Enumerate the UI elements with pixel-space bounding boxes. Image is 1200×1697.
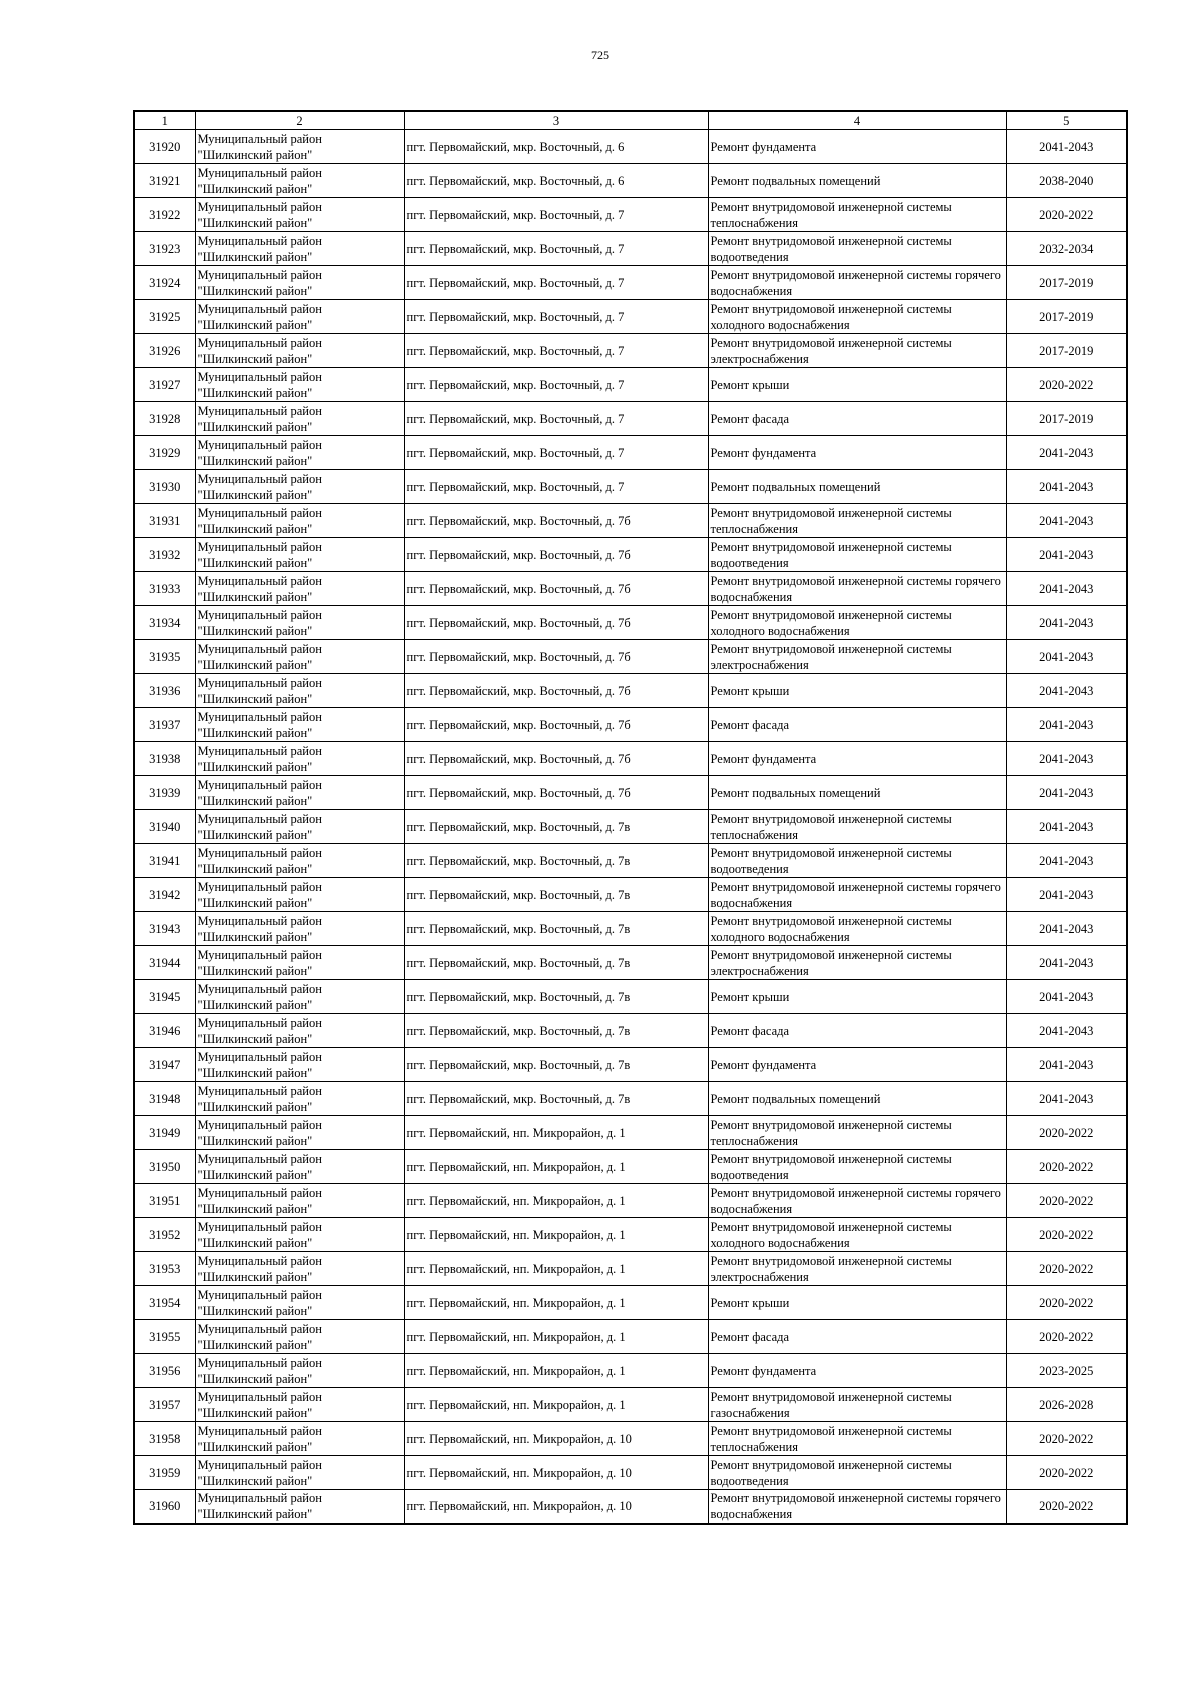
period-cell: 2041-2043 xyxy=(1006,708,1127,742)
address-cell: пгт. Первомайский, мкр. Восточный, д. 7в xyxy=(404,810,708,844)
period-cell: 2041-2043 xyxy=(1006,776,1127,810)
municipality-cell: Муниципальный район "Шилкинский район" xyxy=(195,1150,404,1184)
work-type-cell: Ремонт внутридомовой инженерной системы горячего водоснабжения xyxy=(708,266,1006,300)
address-cell: пгт. Первомайский, нп. Микрорайон, д. 1 xyxy=(404,1218,708,1252)
row-number: 31938 xyxy=(134,742,195,776)
row-number: 31950 xyxy=(134,1150,195,1184)
row-number: 31933 xyxy=(134,572,195,606)
period-cell: 2041-2043 xyxy=(1006,980,1127,1014)
municipality-cell: Муниципальный район "Шилкинский район" xyxy=(195,232,404,266)
period-cell: 2026-2028 xyxy=(1006,1388,1127,1422)
address-cell: пгт. Первомайский, нп. Микрорайон, д. 1 xyxy=(404,1388,708,1422)
address-cell: пгт. Первомайский, мкр. Восточный, д. 7в xyxy=(404,912,708,946)
work-type-cell: Ремонт фундамента xyxy=(708,1354,1006,1388)
table-row xyxy=(134,470,1127,504)
period-cell: 2020-2022 xyxy=(1006,368,1127,402)
address-cell: пгт. Первомайский, нп. Микрорайон, д. 1 xyxy=(404,1286,708,1320)
period-cell: 2041-2043 xyxy=(1006,810,1127,844)
row-number: 31945 xyxy=(134,980,195,1014)
table-row xyxy=(134,1490,1127,1524)
municipality-cell: Муниципальный район "Шилкинский район" xyxy=(195,164,404,198)
municipality-cell: Муниципальный район "Шилкинский район" xyxy=(195,1184,404,1218)
address-cell: пгт. Первомайский, нп. Микрорайон, д. 10 xyxy=(404,1490,708,1524)
address-cell: пгт. Первомайский, нп. Микрорайон, д. 1 xyxy=(404,1116,708,1150)
work-type-cell: Ремонт внутридомовой инженерной системы холодного водоснабжения xyxy=(708,300,1006,334)
municipality-cell: Муниципальный район "Шилкинский район" xyxy=(195,844,404,878)
address-cell: пгт. Первомайский, мкр. Восточный, д. 7б xyxy=(404,640,708,674)
period-cell: 2017-2019 xyxy=(1006,402,1127,436)
municipality-cell: Муниципальный район "Шилкинский район" xyxy=(195,674,404,708)
row-number: 31959 xyxy=(134,1456,195,1490)
table-row xyxy=(134,912,1127,946)
column-header: 5 xyxy=(1006,111,1127,130)
work-type-cell: Ремонт фасада xyxy=(708,1320,1006,1354)
row-number: 31932 xyxy=(134,538,195,572)
work-type-cell: Ремонт подвальных помещений xyxy=(708,470,1006,504)
table-body xyxy=(134,130,1127,1524)
work-type-cell: Ремонт фасада xyxy=(708,708,1006,742)
row-number: 31956 xyxy=(134,1354,195,1388)
address-cell: пгт. Первомайский, мкр. Восточный, д. 7в xyxy=(404,980,708,1014)
work-type-cell: Ремонт внутридомовой инженерной системы электроснабжения xyxy=(708,640,1006,674)
period-cell: 2038-2040 xyxy=(1006,164,1127,198)
municipality-cell: Муниципальный район "Шилкинский район" xyxy=(195,708,404,742)
municipality-cell: Муниципальный район "Шилкинский район" xyxy=(195,300,404,334)
work-type-cell: Ремонт фундамента xyxy=(708,436,1006,470)
row-number: 31960 xyxy=(134,1490,195,1524)
work-type-cell: Ремонт крыши xyxy=(708,1286,1006,1320)
municipality-cell: Муниципальный район "Шилкинский район" xyxy=(195,572,404,606)
municipality-cell: Муниципальный район "Шилкинский район" xyxy=(195,334,404,368)
address-cell: пгт. Первомайский, мкр. Восточный, д. 7 xyxy=(404,198,708,232)
municipality-cell: Муниципальный район "Шилкинский район" xyxy=(195,1388,404,1422)
column-header: 3 xyxy=(404,111,708,130)
table-row xyxy=(134,334,1127,368)
table-row xyxy=(134,538,1127,572)
row-number: 31955 xyxy=(134,1320,195,1354)
period-cell: 2020-2022 xyxy=(1006,1218,1127,1252)
municipality-cell: Муниципальный район "Шилкинский район" xyxy=(195,368,404,402)
address-cell: пгт. Первомайский, мкр. Восточный, д. 7 xyxy=(404,334,708,368)
municipality-cell: Муниципальный район "Шилкинский район" xyxy=(195,538,404,572)
row-number: 31925 xyxy=(134,300,195,334)
period-cell: 2020-2022 xyxy=(1006,198,1127,232)
work-type-cell: Ремонт внутридомовой инженерной системы теплоснабжения xyxy=(708,1422,1006,1456)
period-cell: 2041-2043 xyxy=(1006,912,1127,946)
work-type-cell: Ремонт внутридомовой инженерной системы холодного водоснабжения xyxy=(708,606,1006,640)
period-cell: 2032-2034 xyxy=(1006,232,1127,266)
period-cell: 2041-2043 xyxy=(1006,946,1127,980)
row-number: 31923 xyxy=(134,232,195,266)
address-cell: пгт. Первомайский, мкр. Восточный, д. 7 xyxy=(404,266,708,300)
row-number: 31952 xyxy=(134,1218,195,1252)
period-cell: 2017-2019 xyxy=(1006,266,1127,300)
table-row xyxy=(134,1184,1127,1218)
address-cell: пгт. Первомайский, нп. Микрорайон, д. 1 xyxy=(404,1184,708,1218)
table-row xyxy=(134,1456,1127,1490)
period-cell: 2041-2043 xyxy=(1006,436,1127,470)
work-type-cell: Ремонт фасада xyxy=(708,1014,1006,1048)
work-type-cell: Ремонт внутридомовой инженерной системы теплоснабжения xyxy=(708,504,1006,538)
municipality-cell: Муниципальный район "Шилкинский район" xyxy=(195,198,404,232)
municipality-cell: Муниципальный район "Шилкинский район" xyxy=(195,1082,404,1116)
municipality-cell: Муниципальный район "Шилкинский район" xyxy=(195,1354,404,1388)
table-header xyxy=(134,111,1127,130)
address-cell: пгт. Первомайский, мкр. Восточный, д. 7б xyxy=(404,504,708,538)
work-type-cell: Ремонт внутридомовой инженерной системы теплоснабжения xyxy=(708,198,1006,232)
row-number: 31954 xyxy=(134,1286,195,1320)
period-cell: 2020-2022 xyxy=(1006,1184,1127,1218)
address-cell: пгт. Первомайский, мкр. Восточный, д. 7 xyxy=(404,470,708,504)
row-number: 31930 xyxy=(134,470,195,504)
work-type-cell: Ремонт внутридомовой инженерной системы холодного водоснабжения xyxy=(708,912,1006,946)
period-cell: 2041-2043 xyxy=(1006,572,1127,606)
address-cell: пгт. Первомайский, нп. Микрорайон, д. 1 xyxy=(404,1252,708,1286)
municipality-cell: Муниципальный район "Шилкинский район" xyxy=(195,1320,404,1354)
table-row xyxy=(134,198,1127,232)
row-number: 31940 xyxy=(134,810,195,844)
work-type-cell: Ремонт внутридомовой инженерной системы горячего водоснабжения xyxy=(708,1490,1006,1524)
table-row xyxy=(134,1422,1127,1456)
row-number: 31943 xyxy=(134,912,195,946)
period-cell: 2041-2043 xyxy=(1006,640,1127,674)
row-number: 31944 xyxy=(134,946,195,980)
period-cell: 2017-2019 xyxy=(1006,334,1127,368)
address-cell: пгт. Первомайский, мкр. Восточный, д. 7в xyxy=(404,1014,708,1048)
municipality-cell: Муниципальный район "Шилкинский район" xyxy=(195,1286,404,1320)
column-header: 2 xyxy=(195,111,404,130)
table-row xyxy=(134,368,1127,402)
address-cell: пгт. Первомайский, нп. Микрорайон, д. 10 xyxy=(404,1456,708,1490)
period-cell: 2020-2022 xyxy=(1006,1252,1127,1286)
work-type-cell: Ремонт крыши xyxy=(708,674,1006,708)
table-row xyxy=(134,946,1127,980)
table-row xyxy=(134,436,1127,470)
period-cell: 2020-2022 xyxy=(1006,1456,1127,1490)
address-cell: пгт. Первомайский, мкр. Восточный, д. 7в xyxy=(404,946,708,980)
row-number: 31929 xyxy=(134,436,195,470)
municipality-cell: Муниципальный район "Шилкинский район" xyxy=(195,1014,404,1048)
table-row xyxy=(134,1320,1127,1354)
municipality-cell: Муниципальный район "Шилкинский район" xyxy=(195,810,404,844)
period-cell: 2020-2022 xyxy=(1006,1320,1127,1354)
row-number: 31926 xyxy=(134,334,195,368)
address-cell: пгт. Первомайский, мкр. Восточный, д. 7в xyxy=(404,1048,708,1082)
municipality-cell: Муниципальный район "Шилкинский район" xyxy=(195,878,404,912)
row-number: 31935 xyxy=(134,640,195,674)
period-cell: 2041-2043 xyxy=(1006,674,1127,708)
address-cell: пгт. Первомайский, нп. Микрорайон, д. 10 xyxy=(404,1422,708,1456)
municipality-cell: Муниципальный район "Шилкинский район" xyxy=(195,1456,404,1490)
period-cell: 2041-2043 xyxy=(1006,504,1127,538)
table-row xyxy=(134,130,1127,164)
column-header: 4 xyxy=(708,111,1006,130)
municipality-cell: Муниципальный район "Шилкинский район" xyxy=(195,436,404,470)
row-number: 31949 xyxy=(134,1116,195,1150)
municipality-cell: Муниципальный район "Шилкинский район" xyxy=(195,742,404,776)
municipality-cell: Муниципальный район "Шилкинский район" xyxy=(195,266,404,300)
table-row xyxy=(134,640,1127,674)
work-type-cell: Ремонт внутридомовой инженерной системы водоотведения xyxy=(708,232,1006,266)
work-type-cell: Ремонт внутридомовой инженерной системы горячего водоснабжения xyxy=(708,1184,1006,1218)
work-type-cell: Ремонт внутридомовой инженерной системы горячего водоснабжения xyxy=(708,572,1006,606)
municipality-cell: Муниципальный район "Шилкинский район" xyxy=(195,980,404,1014)
work-type-cell: Ремонт внутридомовой инженерной системы теплоснабжения xyxy=(708,1116,1006,1150)
municipality-cell: Муниципальный район "Шилкинский район" xyxy=(195,640,404,674)
table-row xyxy=(134,674,1127,708)
address-cell: пгт. Первомайский, мкр. Восточный, д. 7в xyxy=(404,844,708,878)
row-number: 31953 xyxy=(134,1252,195,1286)
municipality-cell: Муниципальный район "Шилкинский район" xyxy=(195,1490,404,1524)
municipality-cell: Муниципальный район "Шилкинский район" xyxy=(195,402,404,436)
work-type-cell: Ремонт внутридомовой инженерной системы газоснабжения xyxy=(708,1388,1006,1422)
municipality-cell: Муниципальный район "Шилкинский район" xyxy=(195,1252,404,1286)
municipality-cell: Муниципальный район "Шилкинский район" xyxy=(195,946,404,980)
address-cell: пгт. Первомайский, мкр. Восточный, д. 7б xyxy=(404,606,708,640)
table-row xyxy=(134,402,1127,436)
period-cell: 2041-2043 xyxy=(1006,1082,1127,1116)
address-cell: пгт. Первомайский, мкр. Восточный, д. 7б xyxy=(404,776,708,810)
table-row xyxy=(134,1354,1127,1388)
row-number: 31928 xyxy=(134,402,195,436)
municipality-cell: Муниципальный район "Шилкинский район" xyxy=(195,470,404,504)
table-row xyxy=(134,266,1127,300)
work-type-cell: Ремонт внутридомовой инженерной системы электроснабжения xyxy=(708,1252,1006,1286)
period-cell: 2020-2022 xyxy=(1006,1490,1127,1524)
address-cell: пгт. Первомайский, мкр. Восточный, д. 7б xyxy=(404,708,708,742)
table-row xyxy=(134,1388,1127,1422)
table-row xyxy=(134,164,1127,198)
period-cell: 2041-2043 xyxy=(1006,844,1127,878)
address-cell: пгт. Первомайский, нп. Микрорайон, д. 1 xyxy=(404,1354,708,1388)
municipality-cell: Муниципальный район "Шилкинский район" xyxy=(195,1218,404,1252)
table-row xyxy=(134,1048,1127,1082)
row-number: 31931 xyxy=(134,504,195,538)
table-row xyxy=(134,1150,1127,1184)
work-type-cell: Ремонт фасада xyxy=(708,402,1006,436)
work-type-cell: Ремонт внутридомовой инженерной системы теплоснабжения xyxy=(708,810,1006,844)
row-number: 31936 xyxy=(134,674,195,708)
municipality-cell: Муниципальный район "Шилкинский район" xyxy=(195,1116,404,1150)
row-number: 31942 xyxy=(134,878,195,912)
work-type-cell: Ремонт крыши xyxy=(708,980,1006,1014)
address-cell: пгт. Первомайский, мкр. Восточный, д. 7б xyxy=(404,572,708,606)
table-row xyxy=(134,572,1127,606)
period-cell: 2023-2025 xyxy=(1006,1354,1127,1388)
period-cell: 2020-2022 xyxy=(1006,1286,1127,1320)
work-type-cell: Ремонт подвальных помещений xyxy=(708,1082,1006,1116)
work-type-cell: Ремонт внутридомовой инженерной системы водоотведения xyxy=(708,1456,1006,1490)
period-cell: 2041-2043 xyxy=(1006,878,1127,912)
period-cell: 2020-2022 xyxy=(1006,1422,1127,1456)
address-cell: пгт. Первомайский, мкр. Восточный, д. 7 xyxy=(404,368,708,402)
period-cell: 2041-2043 xyxy=(1006,130,1127,164)
table-row xyxy=(134,1116,1127,1150)
address-cell: пгт. Первомайский, мкр. Восточный, д. 7б xyxy=(404,674,708,708)
row-number: 31941 xyxy=(134,844,195,878)
municipality-cell: Муниципальный район "Шилкинский район" xyxy=(195,130,404,164)
work-type-cell: Ремонт фундамента xyxy=(708,130,1006,164)
period-cell: 2041-2043 xyxy=(1006,470,1127,504)
table-row xyxy=(134,810,1127,844)
table-row xyxy=(134,742,1127,776)
period-cell: 2041-2043 xyxy=(1006,1048,1127,1082)
row-number: 31924 xyxy=(134,266,195,300)
table-row xyxy=(134,1014,1127,1048)
table-row xyxy=(134,232,1127,266)
period-cell: 2041-2043 xyxy=(1006,606,1127,640)
period-cell: 2020-2022 xyxy=(1006,1116,1127,1150)
table-row xyxy=(134,504,1127,538)
table-row xyxy=(134,1252,1127,1286)
municipality-cell: Муниципальный район "Шилкинский район" xyxy=(195,504,404,538)
municipality-cell: Муниципальный район "Шилкинский район" xyxy=(195,606,404,640)
address-cell: пгт. Первомайский, мкр. Восточный, д. 7б xyxy=(404,742,708,776)
header-row xyxy=(134,111,1127,130)
address-cell: пгт. Первомайский, мкр. Восточный, д. 7в xyxy=(404,1082,708,1116)
table-row xyxy=(134,844,1127,878)
address-cell: пгт. Первомайский, мкр. Восточный, д. 7 xyxy=(404,402,708,436)
table-row xyxy=(134,606,1127,640)
table-row xyxy=(134,980,1127,1014)
row-number: 31939 xyxy=(134,776,195,810)
period-cell: 2041-2043 xyxy=(1006,538,1127,572)
address-cell: пгт. Первомайский, мкр. Восточный, д. 7б xyxy=(404,538,708,572)
municipality-cell: Муниципальный район "Шилкинский район" xyxy=(195,1048,404,1082)
row-number: 31951 xyxy=(134,1184,195,1218)
address-cell: пгт. Первомайский, мкр. Восточный, д. 7 xyxy=(404,300,708,334)
period-cell: 2020-2022 xyxy=(1006,1150,1127,1184)
row-number: 31920 xyxy=(134,130,195,164)
table-row xyxy=(134,1218,1127,1252)
table-row xyxy=(134,776,1127,810)
row-number: 31958 xyxy=(134,1422,195,1456)
work-type-cell: Ремонт крыши xyxy=(708,368,1006,402)
period-cell: 2017-2019 xyxy=(1006,300,1127,334)
row-number: 31948 xyxy=(134,1082,195,1116)
work-type-cell: Ремонт фундамента xyxy=(708,1048,1006,1082)
municipality-cell: Муниципальный район "Шилкинский район" xyxy=(195,776,404,810)
row-number: 31922 xyxy=(134,198,195,232)
row-number: 31957 xyxy=(134,1388,195,1422)
work-type-cell: Ремонт внутридомовой инженерной системы водоотведения xyxy=(708,538,1006,572)
address-cell: пгт. Первомайский, мкр. Восточный, д. 7 xyxy=(404,232,708,266)
work-type-cell: Ремонт внутридомовой инженерной системы электроснабжения xyxy=(708,334,1006,368)
work-type-cell: Ремонт фундамента xyxy=(708,742,1006,776)
address-cell: пгт. Первомайский, мкр. Восточный, д. 7 xyxy=(404,436,708,470)
work-type-cell: Ремонт подвальных помещений xyxy=(708,776,1006,810)
table-row xyxy=(134,1082,1127,1116)
work-type-cell: Ремонт внутридомовой инженерной системы электроснабжения xyxy=(708,946,1006,980)
work-type-cell: Ремонт внутридомовой инженерной системы горячего водоснабжения xyxy=(708,878,1006,912)
period-cell: 2041-2043 xyxy=(1006,1014,1127,1048)
page-number: 725 xyxy=(591,48,609,62)
address-cell: пгт. Первомайский, мкр. Восточный, д. 6 xyxy=(404,130,708,164)
repair-schedule-table xyxy=(133,110,1128,1525)
table-row xyxy=(134,1286,1127,1320)
row-number: 31946 xyxy=(134,1014,195,1048)
table-row xyxy=(134,878,1127,912)
work-type-cell: Ремонт внутридомовой инженерной системы холодного водоснабжения xyxy=(708,1218,1006,1252)
table-row xyxy=(134,708,1127,742)
row-number: 31947 xyxy=(134,1048,195,1082)
row-number: 31921 xyxy=(134,164,195,198)
address-cell: пгт. Первомайский, мкр. Восточный, д. 7в xyxy=(404,878,708,912)
period-cell: 2041-2043 xyxy=(1006,742,1127,776)
work-type-cell: Ремонт внутридомовой инженерной системы водоотведения xyxy=(708,844,1006,878)
row-number: 31934 xyxy=(134,606,195,640)
row-number: 31937 xyxy=(134,708,195,742)
work-type-cell: Ремонт внутридомовой инженерной системы водоотведения xyxy=(708,1150,1006,1184)
address-cell: пгт. Первомайский, мкр. Восточный, д. 6 xyxy=(404,164,708,198)
column-header: 1 xyxy=(134,111,195,130)
municipality-cell: Муниципальный район "Шилкинский район" xyxy=(195,912,404,946)
row-number: 31927 xyxy=(134,368,195,402)
address-cell: пгт. Первомайский, нп. Микрорайон, д. 1 xyxy=(404,1320,708,1354)
work-type-cell: Ремонт подвальных помещений xyxy=(708,164,1006,198)
address-cell: пгт. Первомайский, нп. Микрорайон, д. 1 xyxy=(404,1150,708,1184)
municipality-cell: Муниципальный район "Шилкинский район" xyxy=(195,1422,404,1456)
table-row xyxy=(134,300,1127,334)
